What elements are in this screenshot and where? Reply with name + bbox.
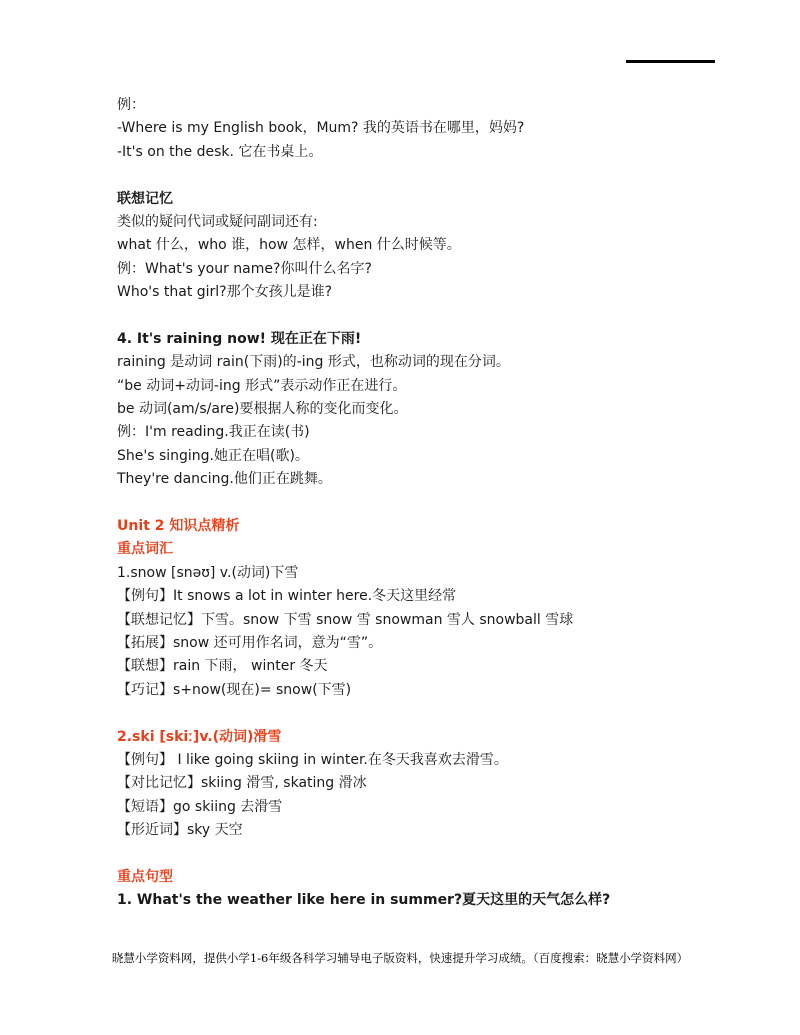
vocab-entry-snow: 1.snow [snəʊ] v.(动词)下雪	[117, 564, 299, 581]
text-line: 类似的疑问代词或疑问副词还有:	[117, 213, 318, 230]
page-footer: 晓慧小学资料网，提供小学1-6年级各科学习辅导电子版资料，快速提升学习成绩。（百度搜索：晓慧小学资料网）	[111, 951, 689, 965]
text-line: “be 动词+动词-ing 形式”表示动作正在进行。	[117, 377, 407, 394]
text-line: Who's that girl?那个女孩儿是谁?	[117, 284, 333, 301]
text-line: 【形近词】sky 天空	[117, 822, 243, 839]
example-question: -Where is my English book，Mum? 我的英语书在哪里，妈妈?	[117, 120, 525, 137]
text-line: raining 是动词 rain(下雨)的-ing 形式，也称动词的现在分词。	[117, 354, 510, 371]
section-heading-association: 联想记忆	[117, 190, 173, 207]
example-answer: -It's on the desk. 它在书桌上。	[117, 143, 323, 160]
section-heading-raining: 4. It's raining now! 现在正在下雨!	[117, 330, 362, 347]
text-line: 【联想】rain 下雨， winter 冬天	[117, 658, 328, 675]
text-line: 【例句】It snows a lot in winter here.冬天这里经常	[117, 588, 457, 605]
vocab-entry-ski: 2.ski [skiː]v.(动词)滑雪	[117, 728, 282, 745]
text-line: 【短语】go skiing 去滑雪	[117, 798, 283, 815]
unit-heading: Unit 2 知识点精析	[117, 518, 240, 535]
text-line: 例：What's your name?你叫什么名字?	[117, 260, 372, 277]
header-rule	[626, 60, 715, 63]
document-body	[117, 94, 717, 913]
text-line: what 什么，who 谁，how 怎样，when 什么时候等。	[117, 237, 461, 254]
text-line: be 动词(am/s/are)要根据人称的变化而变化。	[117, 401, 408, 418]
example-label: 例：	[117, 97, 145, 113]
text-line: 【巧记】s+now(现在)= snow(下雪)	[117, 681, 352, 698]
text-line: 【联想记忆】下雪。snow 下雪 snow 雪 snowman 雪人 snowball 雪球	[117, 611, 574, 628]
vocab-heading: 重点词汇	[117, 541, 173, 558]
sentence-pattern-1: 1. What's the weather like here in summer?夏天这里的天气怎么样?	[117, 892, 611, 909]
text-line: 【例句】 I like going skiing in winter.在冬天我喜欢去滑雪。	[117, 751, 508, 768]
sentence-pattern-heading: 重点句型	[117, 868, 173, 885]
text-line: They're dancing.他们正在跳舞。	[117, 471, 332, 488]
text-line: 例：I'm reading.我正在读(书)	[117, 424, 310, 441]
text-line: She's singing.她正在唱(歌)。	[117, 447, 309, 464]
text-line: 【拓展】snow 还可用作名词，意为“雪”。	[117, 634, 383, 651]
text-line: 【对比记忆】skiing 滑雪, skating 滑冰	[117, 775, 367, 792]
